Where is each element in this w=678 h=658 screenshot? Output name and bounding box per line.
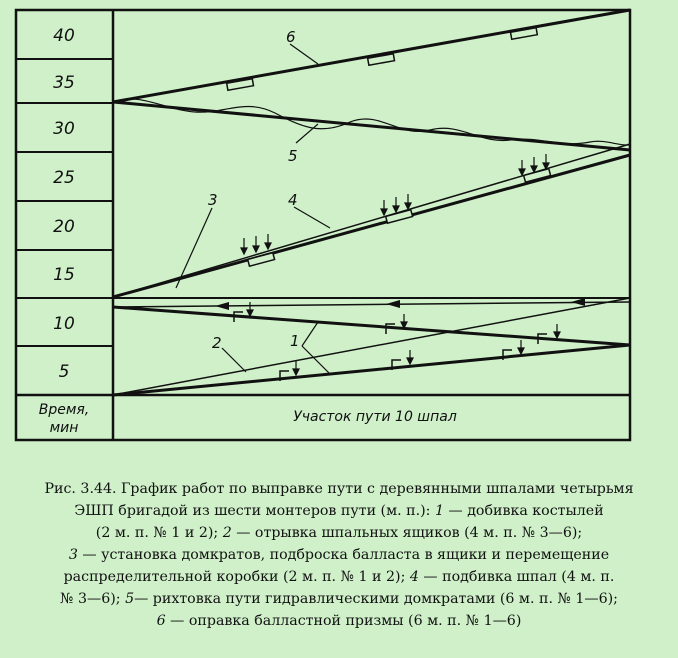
return-arrow-line <box>113 298 630 310</box>
tick-30: 30 <box>53 119 75 139</box>
tick-40: 40 <box>53 26 75 46</box>
caption-line-5: распределительной коробки (2 м. п. № 1 и 2); 4 — подбивка шпал (4 м. п. <box>63 569 615 585</box>
label-6: 6 <box>286 28 296 46</box>
line-3-jack-setup <box>113 144 630 297</box>
label-3: 3 <box>208 191 218 209</box>
line-5-alignment <box>113 99 630 150</box>
leader-2 <box>222 348 246 372</box>
tick-15: 15 <box>53 265 75 285</box>
tick-10: 10 <box>53 314 75 334</box>
line-6-ballast-prism <box>113 10 630 102</box>
caption-line-2: ЭШП бригадой из шести монтеров пути (м. п.): 1 — добивка костылей <box>74 503 604 519</box>
caption-line-7: 6 — оправка балластной призмы (6 м. п. № 1—6) <box>156 613 522 629</box>
caption-line-1: Рис. 3.44. График работ по выправке пути с деревянными шпалами четырьмя <box>44 481 634 497</box>
line-1-spike-driving <box>113 307 630 395</box>
leader-6 <box>290 44 318 64</box>
tick-5: 5 <box>58 362 70 382</box>
caption-line-4: 3 — установка домкратов, подброска балласта в ящики и перемещение <box>68 547 610 563</box>
time-axis-label: Время, <box>38 402 90 418</box>
label-2: 2 <box>212 334 222 352</box>
time-axis-unit: мин <box>49 420 79 436</box>
tick-20: 20 <box>53 217 75 237</box>
line-4-tamping <box>113 155 630 297</box>
tick-25: 25 <box>53 168 75 188</box>
leader-1a <box>302 322 318 346</box>
tick-35: 35 <box>53 73 75 93</box>
label-1: 1 <box>290 332 300 350</box>
label-4: 4 <box>288 191 298 209</box>
label-5: 5 <box>288 147 298 165</box>
leader-4 <box>294 207 330 228</box>
caption-line-3: (2 м. п. № 1 и 2); 2 — отрывка шпальных ящиков (4 м. п. № 3—6); <box>95 525 583 541</box>
track-section-label: Участок пути 10 шпал <box>293 409 457 425</box>
figure-caption <box>4 478 674 632</box>
caption-line-6: № 3—6); 5— рихтовка пути гидравлическими домкратами (6 м. п. № 1—6); <box>60 591 618 607</box>
leader-1b <box>302 346 330 374</box>
